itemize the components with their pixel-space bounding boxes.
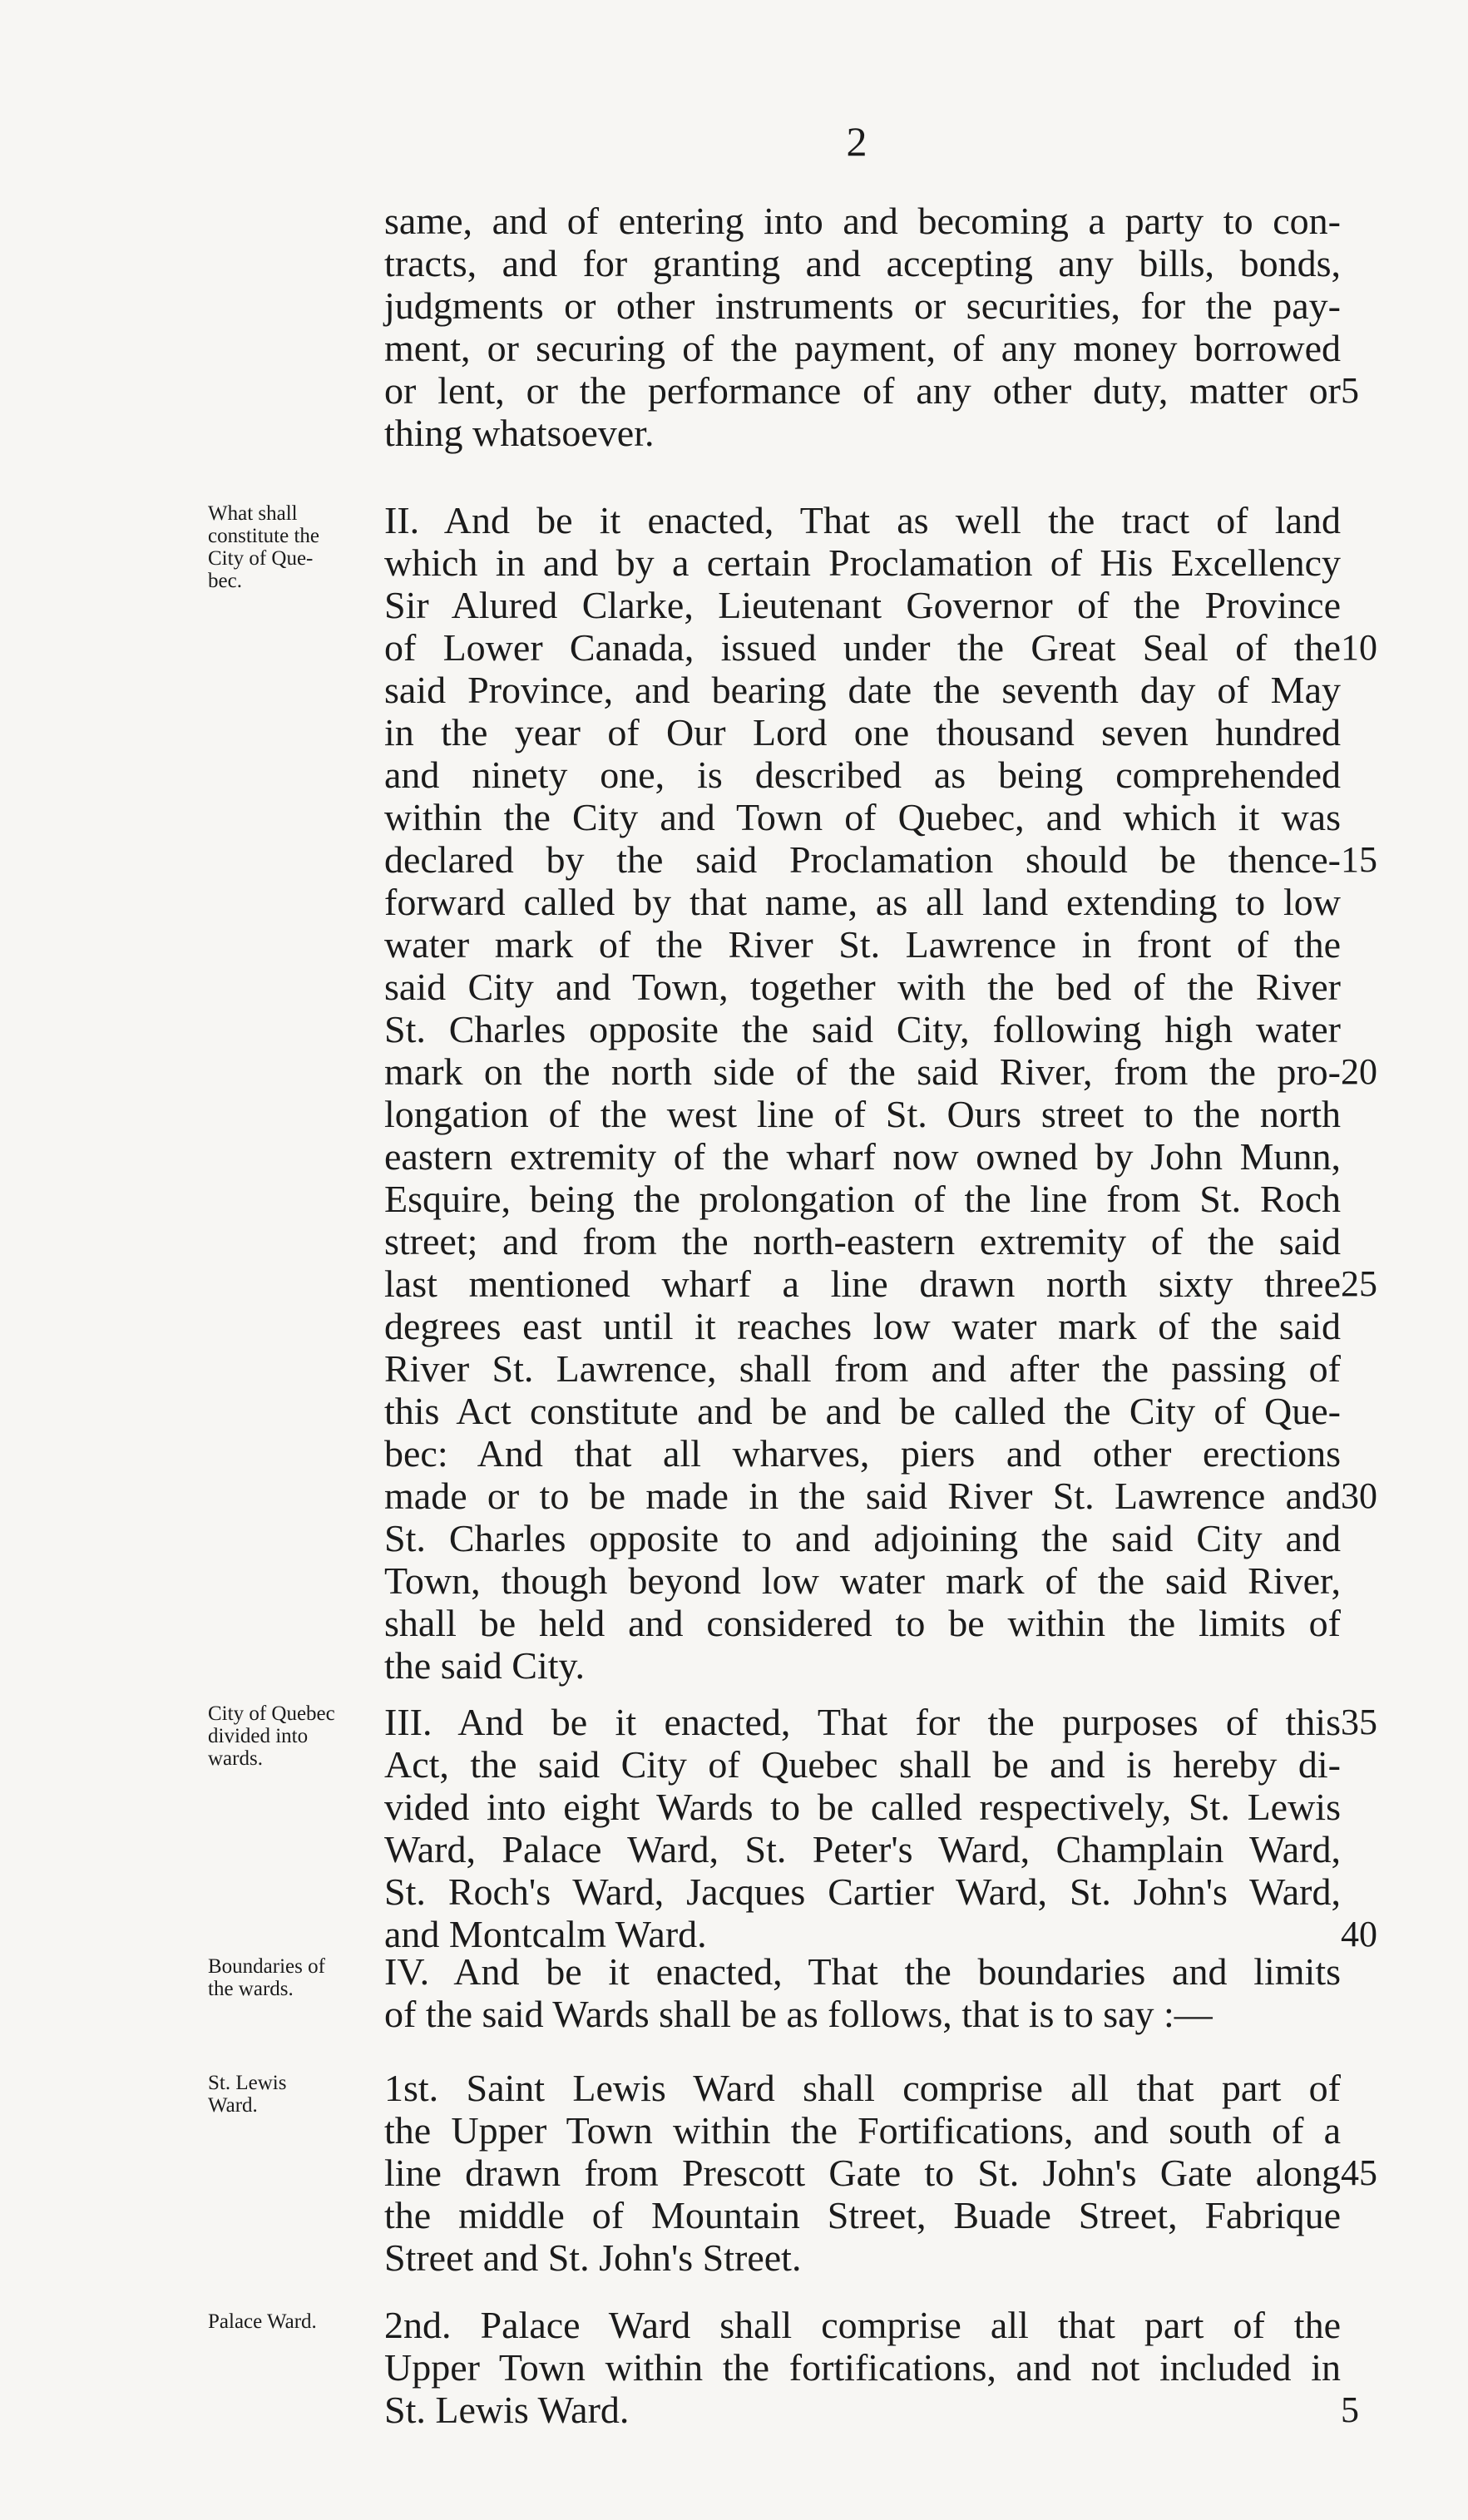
margin-note-line: Ward.: [208, 2094, 258, 2117]
text-line: Street and St. John's Street.: [384, 2236, 802, 2279]
text-line: which in and by a certain Proclamation of His Excellency: [384, 541, 1341, 584]
text-line: forward called by that name, as all land extending to low: [384, 881, 1341, 923]
margin-note-line: bec.: [208, 570, 242, 592]
line-number: 45: [1341, 2152, 1377, 2193]
margin-note-line: wards.: [208, 1747, 263, 1770]
text-line: or lent, or the performance of any other duty, matter or: [384, 369, 1341, 412]
text-line: Act, the said City of Quebec shall be and is hereby di-: [384, 1743, 1341, 1786]
text-line: said City and Town, together with the bed of the River: [384, 966, 1341, 1008]
margin-note: [208, 1702, 370, 1770]
text-line: eastern extremity of the wharf now owned by John Munn,: [384, 1135, 1341, 1178]
text-line: judgments or other instruments or securities, for the pay-: [384, 284, 1341, 327]
text-line: made or to be made in the said River St. Lawrence and: [384, 1475, 1341, 1517]
text-line: street; and from the north-eastern extremity of the said: [384, 1220, 1341, 1262]
text-line: Town, though beyond low water mark of the said River,: [384, 1559, 1341, 1602]
margin-note-line: Boundaries of: [208, 1955, 325, 1978]
text-line: IV. And be it enacted, That the boundaries and limits: [384, 1950, 1341, 1993]
text-line: of the said Wards shall be as follows, that is to say :—: [384, 1993, 1213, 2035]
text-line: shall be held and considered to be within the limits of: [384, 1602, 1341, 1644]
body-text: [384, 2067, 1341, 2279]
margin-note-line: Palace Ward.: [208, 2310, 317, 2333]
text-line: and ninety one, is described as being comprehended: [384, 754, 1341, 796]
margin-note-line: constitute the: [208, 525, 319, 547]
body-text: [384, 2304, 1341, 2431]
text-line: vided into eight Wards to be called respectively, St. Lewis: [384, 1786, 1341, 1828]
margin-note-line: the wards.: [208, 1978, 294, 2000]
text-line: degrees east until it reaches low water mark of the said: [384, 1305, 1341, 1347]
text-line: Ward, Palace Ward, St. Peter's Ward, Champlain Ward,: [384, 1828, 1341, 1870]
margin-note-line: St. Lewis: [208, 2072, 287, 2094]
text-line: and Montcalm Ward.: [384, 1913, 707, 1955]
text-line: St. Charles opposite to and adjoining the said City and: [384, 1517, 1341, 1559]
line-number: 10: [1341, 627, 1377, 668]
text-line: within the City and Town of Quebec, and which it was: [384, 796, 1341, 838]
text-line: last mentioned wharf a line drawn north sixty three: [384, 1262, 1341, 1305]
text-line: 2nd. Palace Ward shall comprise all that part of the: [384, 2304, 1341, 2346]
text-line: St. Roch's Ward, Jacques Cartier Ward, St. John's Ward,: [384, 1870, 1341, 1913]
line-number: 20: [1341, 1051, 1377, 1092]
text-line: Upper Town within the fortifications, and not included in: [384, 2346, 1341, 2389]
body-text: [384, 200, 1341, 454]
page-number: 2: [846, 118, 867, 165]
body-text: [384, 499, 1341, 1687]
text-line: mark on the north side of the said River, from the pro-: [384, 1050, 1341, 1093]
text-line: the said City.: [384, 1644, 586, 1687]
text-line: tracts, and for granting and accepting any bills, bonds,: [384, 242, 1341, 284]
text-line: III. And be it enacted, That for the purposes of this: [384, 1701, 1341, 1743]
margin-note: [208, 2310, 370, 2333]
margin-note: [208, 2072, 370, 2117]
text-line: the middle of Mountain Street, Buade Street, Fabrique: [384, 2194, 1341, 2236]
text-line: River St. Lawrence, shall from and after the passing of: [384, 1347, 1341, 1390]
text-line: declared by the said Proclamation should be thence-: [384, 838, 1341, 881]
line-number: 5: [1341, 370, 1359, 411]
line-number: 35: [1341, 1702, 1377, 1742]
text-line: of Lower Canada, issued under the Great Seal of the: [384, 626, 1341, 669]
margin-note-line: What shall: [208, 502, 298, 525]
text-line: Esquire, being the prolongation of the line from St. Roch: [384, 1178, 1341, 1220]
text-line: said Province, and bearing date the seventh day of May: [384, 669, 1341, 711]
margin-note: [208, 1955, 370, 2000]
line-number: 30: [1341, 1475, 1377, 1516]
text-line: St. Charles opposite the said City, following high water: [384, 1008, 1341, 1050]
body-text: [384, 1950, 1341, 2035]
text-line: 1st. Saint Lewis Ward shall comprise all that part of: [384, 2067, 1341, 2109]
line-number: 5: [1341, 2389, 1359, 2430]
text-line: line drawn from Prescott Gate to St. John's Gate along: [384, 2152, 1341, 2194]
text-line: this Act constitute and be and be called the City of Que-: [384, 1390, 1341, 1432]
line-number: 40: [1341, 1914, 1377, 1954]
text-line: bec: And that all wharves, piers and other erections: [384, 1432, 1341, 1475]
line-number: 15: [1341, 839, 1377, 880]
margin-note-line: City of Quebec: [208, 1702, 335, 1725]
text-line: thing whatsoever.: [384, 412, 655, 454]
text-line: ment, or securing of the payment, of any money borrowed: [384, 327, 1341, 369]
margin-note: [208, 502, 370, 592]
text-line: same, and of entering into and becoming a party to con-: [384, 200, 1341, 242]
margin-note-line: City of Que-: [208, 547, 314, 570]
line-number: 25: [1341, 1263, 1377, 1304]
text-line: water mark of the River St. Lawrence in front of the: [384, 923, 1341, 966]
text-line: longation of the west line of St. Ours street to the north: [384, 1093, 1341, 1135]
body-text: [384, 1701, 1341, 1955]
text-line: the Upper Town within the Fortifications, and south of a: [384, 2109, 1341, 2152]
text-line: II. And be it enacted, That as well the tract of land: [384, 499, 1341, 541]
text-line: Sir Alured Clarke, Lieutenant Governor of the Province: [384, 584, 1341, 626]
text-line: St. Lewis Ward.: [384, 2389, 630, 2431]
margin-note-line: divided into: [208, 1725, 309, 1747]
text-line: in the year of Our Lord one thousand seven hundred: [384, 711, 1341, 754]
